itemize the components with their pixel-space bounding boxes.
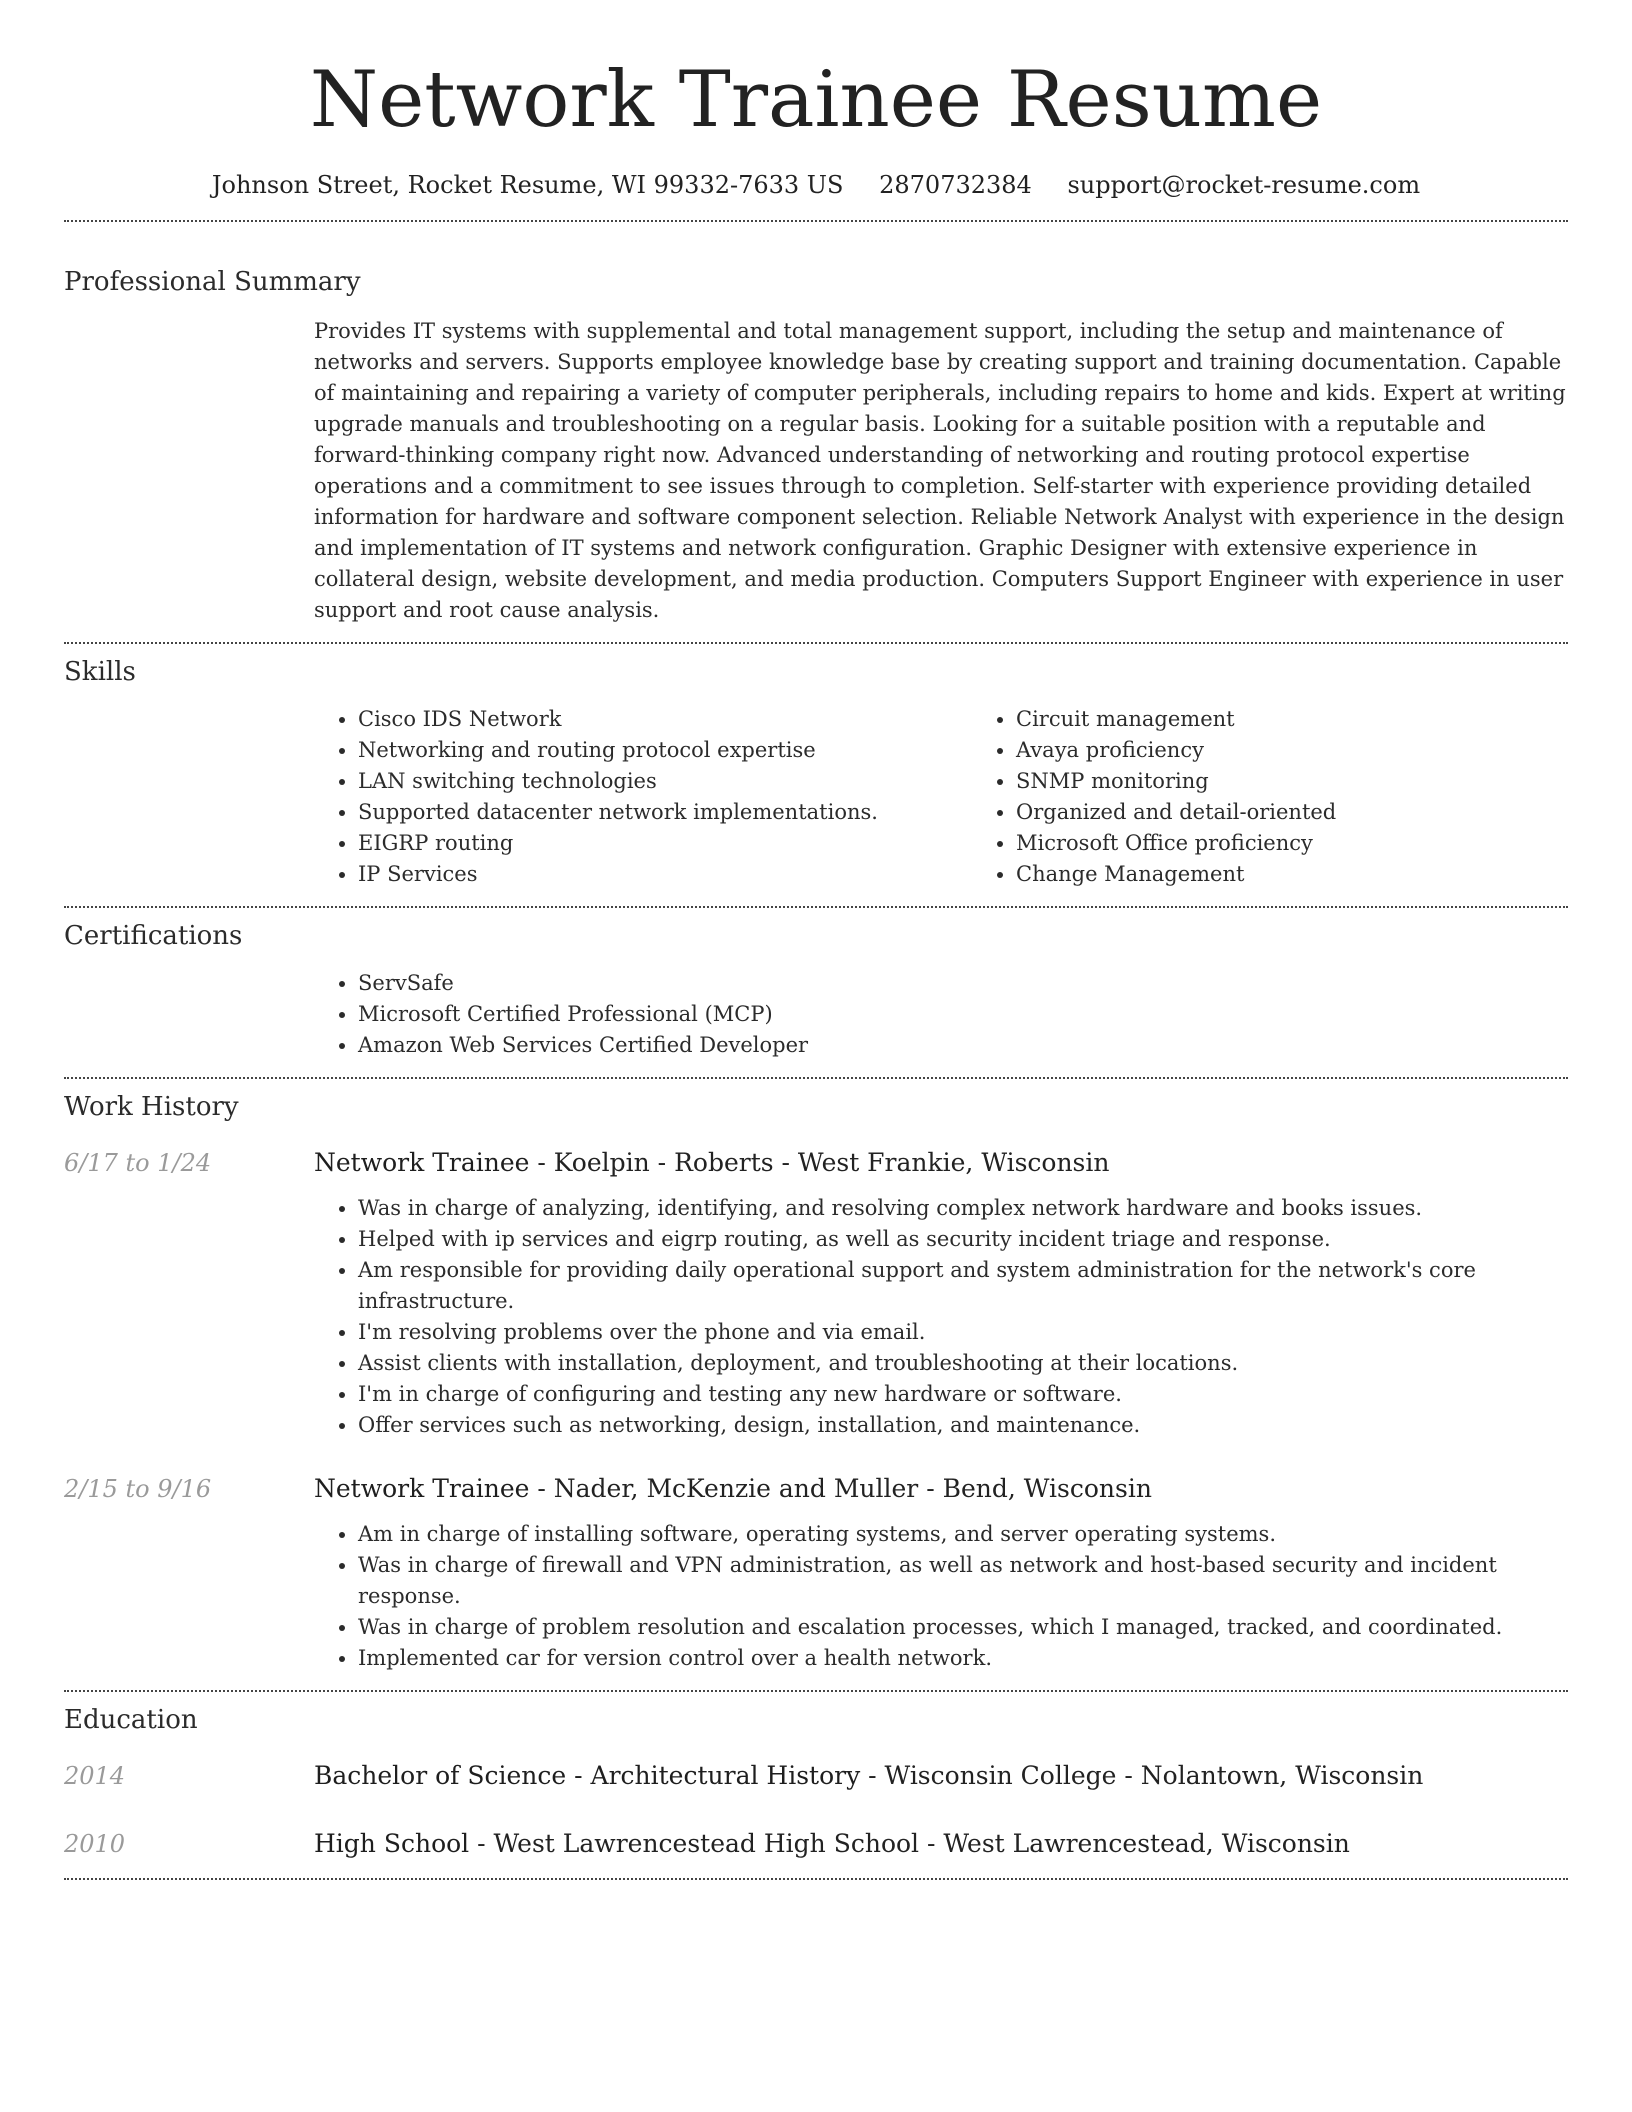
skill-item: • Cisco IDS Network (358, 704, 972, 735)
education-heading (314, 1758, 1568, 1794)
education-year: 2010 (64, 1830, 126, 1858)
education-year: 2014 (64, 1762, 126, 1790)
divider (64, 1878, 1568, 1880)
job-employer: - Koelpin - Roberts - West Frankie, Wisconsin (529, 1148, 1110, 1177)
skill-item: • Microsoft Office proficiency (1016, 828, 1630, 859)
skill-item: • Organized and detail-oriented (1016, 797, 1630, 828)
job-bullets (314, 1519, 1568, 1674)
certification-item: • ServSafe (358, 968, 1568, 999)
skill-item: • Change Management (1016, 859, 1630, 890)
job-bullet: • Am responsible for providing daily operational support and system administration for the network's core infrastructure. (358, 1255, 1568, 1317)
section-heading-summary: Professional Summary (64, 267, 361, 297)
job-bullet: • Implemented car for version control over a health network. (358, 1643, 1568, 1674)
education-heading (314, 1826, 1568, 1862)
skills-section (64, 644, 1568, 890)
contact-phone: 2870732384 (879, 171, 1032, 199)
summary-section (64, 222, 1568, 626)
contact-line (64, 168, 1568, 202)
job-bullet: • Was in charge of analyzing, identifying, and resolving complex network hardware and books issues. (358, 1193, 1568, 1224)
skill-item: • Avaya proficiency (1016, 735, 1630, 766)
skill-item: • Networking and routing protocol expertise (358, 735, 972, 766)
job-bullet: • Helped with ip services and eigrp routing, as well as security incident triage and response. (358, 1224, 1568, 1255)
education-school: - Wisconsin College - Nolantown, Wisconsin (860, 1761, 1424, 1790)
certifications-list (314, 968, 1568, 1061)
job-bullets (314, 1193, 1568, 1441)
job-bullet: • I'm in charge of configuring and testing any new hardware or software. (358, 1379, 1568, 1410)
job-entry (64, 1471, 1568, 1674)
skill-item: • Circuit management (1016, 704, 1630, 735)
section-heading-work-history: Work History (64, 1092, 239, 1122)
contact-email: support@rocket-resume.com (1067, 171, 1421, 199)
certification-item: • Amazon Web Services Certified Developer (358, 1030, 1568, 1061)
job-bullet: • Was in charge of firewall and VPN administration, as well as network and host-based security and incident response. (358, 1550, 1568, 1612)
resume-header (64, 0, 1568, 202)
job-title: Network Trainee (314, 1474, 530, 1503)
education-section (64, 1692, 1568, 1862)
job-dates: 2/15 to 9/16 (64, 1475, 212, 1503)
skill-item: • LAN switching technologies (358, 766, 972, 797)
work-history-section (64, 1079, 1568, 1674)
education-degree: High School (314, 1829, 470, 1858)
section-heading-certifications: Certifications (64, 921, 243, 951)
education-entry (64, 1826, 1568, 1862)
education-degree: Bachelor of Science - Architectural History (314, 1761, 861, 1790)
certification-item: • Microsoft Certified Professional (MCP) (358, 999, 1568, 1030)
job-bullet: • Offer services such as networking, design, installation, and maintenance. (358, 1410, 1568, 1441)
job-heading (314, 1471, 1568, 1507)
resume-title: Network Trainee Resume (309, 55, 1323, 145)
job-entry (64, 1145, 1568, 1441)
education-school: - West Lawrencestead High School - West Lawrencestead, Wisconsin (469, 1829, 1350, 1858)
job-title: Network Trainee (314, 1148, 530, 1177)
job-bullet: • Assist clients with installation, deployment, and troubleshooting at their locations. (358, 1348, 1568, 1379)
summary-text: Provides IT systems with supplemental and total management support, including the setup and maintenance of networks and servers. Supports employee knowledge base by creating support and training documentation. Capable of maintaining and repairing a variety of computer peripherals, including repairs to home and kids. Expert at writing upgrade manuals and troubleshooting on a regular basis. Looking for a suitable position with a reputable and forward-thinking company right now. Advanced understanding of networking and routing protocol expertise operations and a commitment to see issues through to completion. Self-starter with experience providing detailed information for hardware and software component selection. Reliable Network Analyst with experience in the design and implementation of IT systems and network configuration. Graphic Designer with extensive experience in collateral design, website development, and media production. Computers Support Engineer with experience in user support and root cause analysis. (314, 319, 1566, 622)
education-entry (64, 1758, 1568, 1794)
job-bullet: • Am in charge of installing software, operating systems, and server operating systems. (358, 1519, 1568, 1550)
job-heading (314, 1145, 1568, 1181)
section-heading-skills: Skills (64, 657, 136, 687)
section-heading-education: Education (64, 1705, 198, 1735)
skill-item: • EIGRP routing (358, 828, 972, 859)
skill-item: • IP Services (358, 859, 972, 890)
skill-item: • SNMP monitoring (1016, 766, 1630, 797)
certifications-section (64, 908, 1568, 1061)
job-bullet: • Was in charge of problem resolution and escalation processes, which I managed, tracked, and coordinated. (358, 1612, 1568, 1643)
job-bullet: • I'm resolving problems over the phone and via email. (358, 1317, 1568, 1348)
skill-item: • Supported datacenter network implementations. (358, 797, 972, 828)
skills-list-left (314, 704, 972, 890)
contact-address: Johnson Street, Rocket Resume, WI 99332-7633 US (211, 171, 844, 199)
skills-list-right (972, 704, 1630, 890)
job-employer: - Nader, McKenzie and Muller - Bend, Wisconsin (529, 1474, 1152, 1503)
job-dates: 6/17 to 1/24 (64, 1149, 212, 1177)
